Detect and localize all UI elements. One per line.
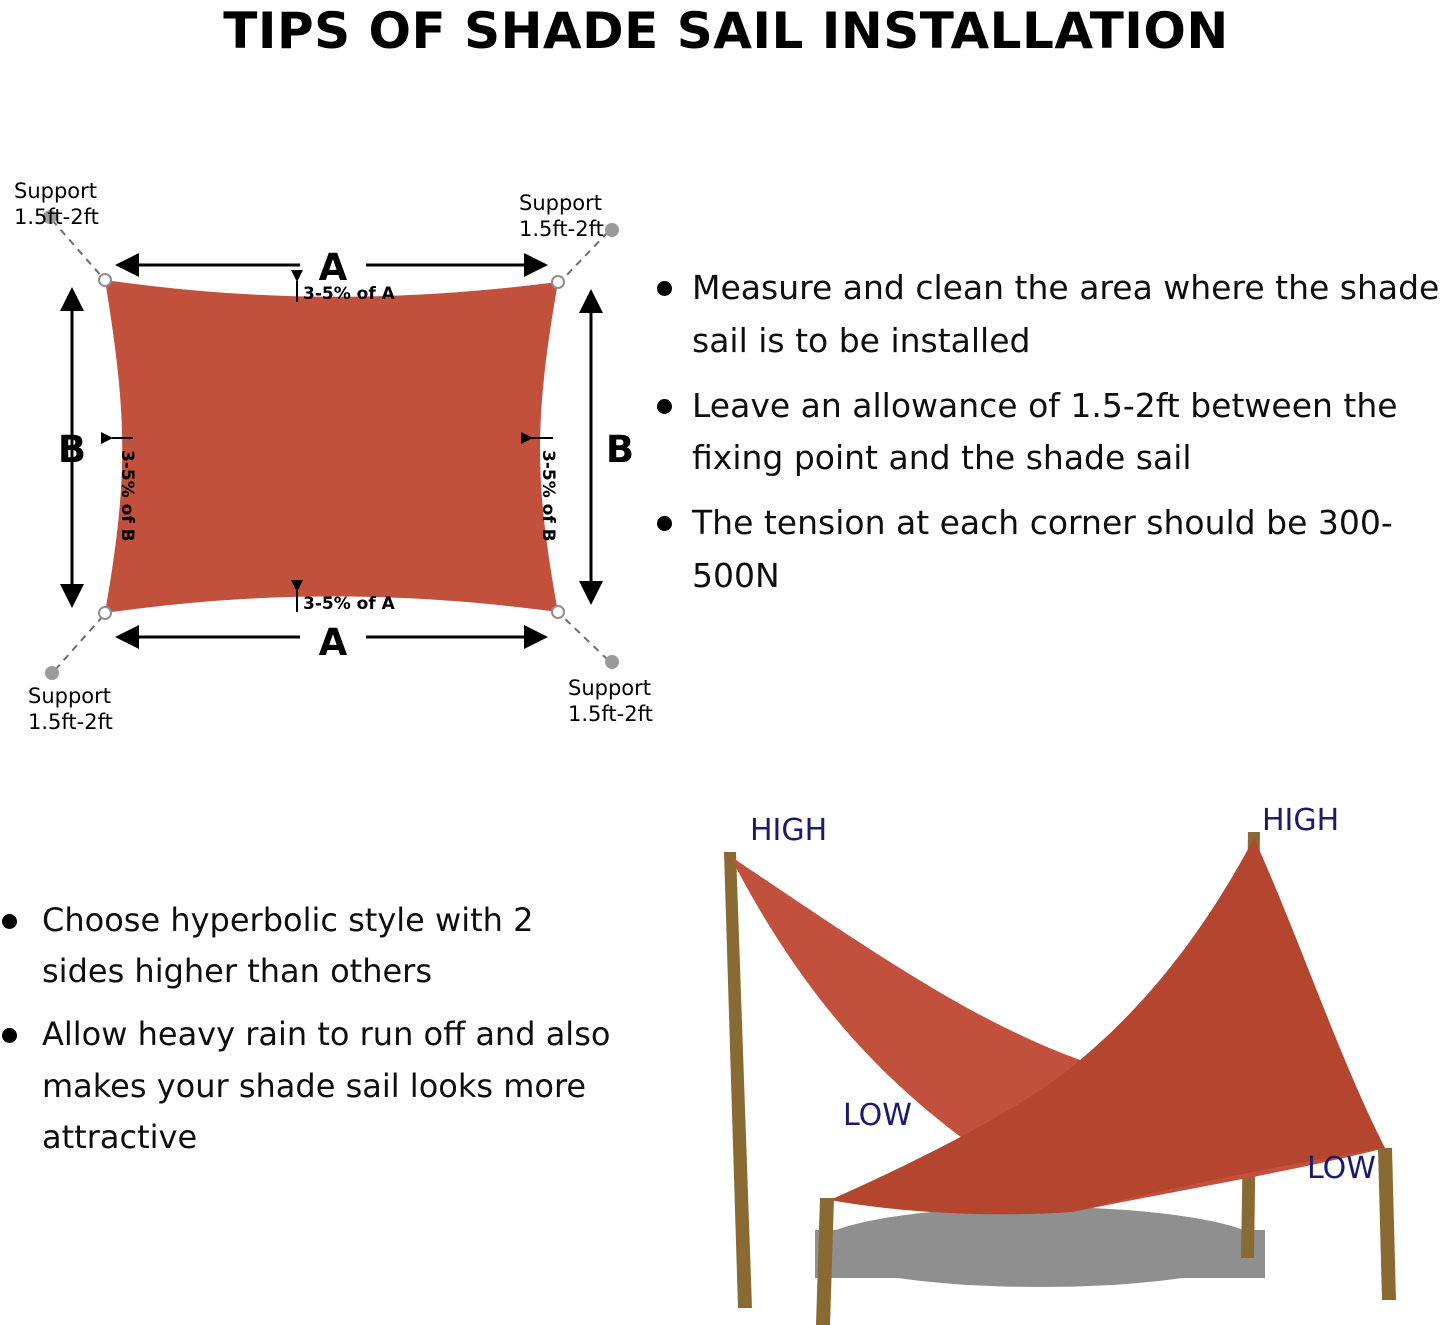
label-curve-right: 3-5% of B	[538, 450, 558, 542]
list-item	[0, 895, 620, 997]
pole-low-right	[1378, 1148, 1396, 1300]
tips-list-bottom	[0, 895, 620, 1175]
ground-shadow-base	[815, 1230, 1265, 1278]
label-curve-bottom: 3-5% of A	[303, 594, 395, 614]
list-item-text: Choose hyperbolic style with 2 sides higher than others	[42, 901, 534, 991]
label-high-right: HIGH	[1262, 803, 1340, 838]
rectangular-sail-svg	[0, 150, 660, 750]
support-line-bottom-right	[562, 616, 608, 660]
list-item-text: Measure and clean the area where the shade sail is to be installed	[692, 268, 1440, 360]
grommet-top-left	[99, 274, 111, 286]
support-label-bottom-left-line2: 1.5ft-2ft	[28, 710, 113, 734]
label-b-right: B	[605, 428, 635, 471]
bullet-dot-icon	[657, 281, 672, 296]
top-diagram	[0, 150, 660, 750]
support-label-top-right-line2: 1.5ft-2ft	[519, 217, 604, 241]
support-dot-top-right	[605, 223, 619, 237]
support-dot-bottom-right	[605, 655, 619, 669]
support-dot-bottom-left	[45, 666, 59, 680]
support-label-bottom-left-line1: Support	[28, 684, 112, 708]
support-label-top-left-line1: Support	[14, 179, 98, 203]
grommet-bottom-right	[552, 606, 564, 618]
label-a-bottom: A	[318, 621, 348, 664]
label-curve-left: 3-5% of B	[117, 450, 137, 542]
label-a-top: A	[318, 246, 348, 289]
pole-low-left	[816, 1198, 834, 1325]
grommet-bottom-left	[99, 607, 111, 619]
grommet-top-right	[552, 276, 564, 288]
list-item	[648, 380, 1452, 486]
label-curve-top: 3-5% of A	[303, 284, 395, 304]
list-item-text: Leave an allowance of 1.5-2ft between the fixing point and the shade sail	[692, 385, 1398, 478]
support-label-bottom-right-line2: 1.5ft-2ft	[568, 702, 653, 726]
support-line-bottom-left	[55, 616, 103, 670]
label-low-right: LOW	[1307, 1151, 1376, 1186]
tips-list-top	[648, 262, 1452, 615]
sail-shape	[105, 280, 558, 613]
page-title: TIPS OF SHADE SAIL INSTALLATION	[223, 2, 1229, 60]
list-item	[648, 497, 1452, 603]
label-b-left: B	[57, 428, 87, 471]
support-label-top-left-line2: 1.5ft-2ft	[14, 205, 99, 229]
bullet-dot-icon	[2, 914, 17, 929]
pole-high-left	[724, 852, 752, 1308]
support-label-top-right-line1: Support	[519, 191, 603, 215]
list-item	[648, 262, 1452, 368]
list-item	[0, 1009, 620, 1163]
list-item-text: Allow heavy rain to run off and also makes your shade sail looks more attractive	[42, 1015, 611, 1156]
label-low-left: LOW	[843, 1098, 912, 1133]
list-item-text: The tension at each corner should be 300-500N	[692, 503, 1393, 595]
label-high-left: HIGH	[750, 813, 828, 848]
bullet-dot-icon	[657, 516, 672, 531]
support-label-bottom-right-line1: Support	[568, 676, 652, 700]
hyperbolic-sail-svg	[640, 760, 1452, 1325]
bullet-dot-icon	[2, 1028, 17, 1043]
bottom-diagram	[640, 760, 1452, 1325]
bullet-dot-icon	[657, 399, 672, 414]
